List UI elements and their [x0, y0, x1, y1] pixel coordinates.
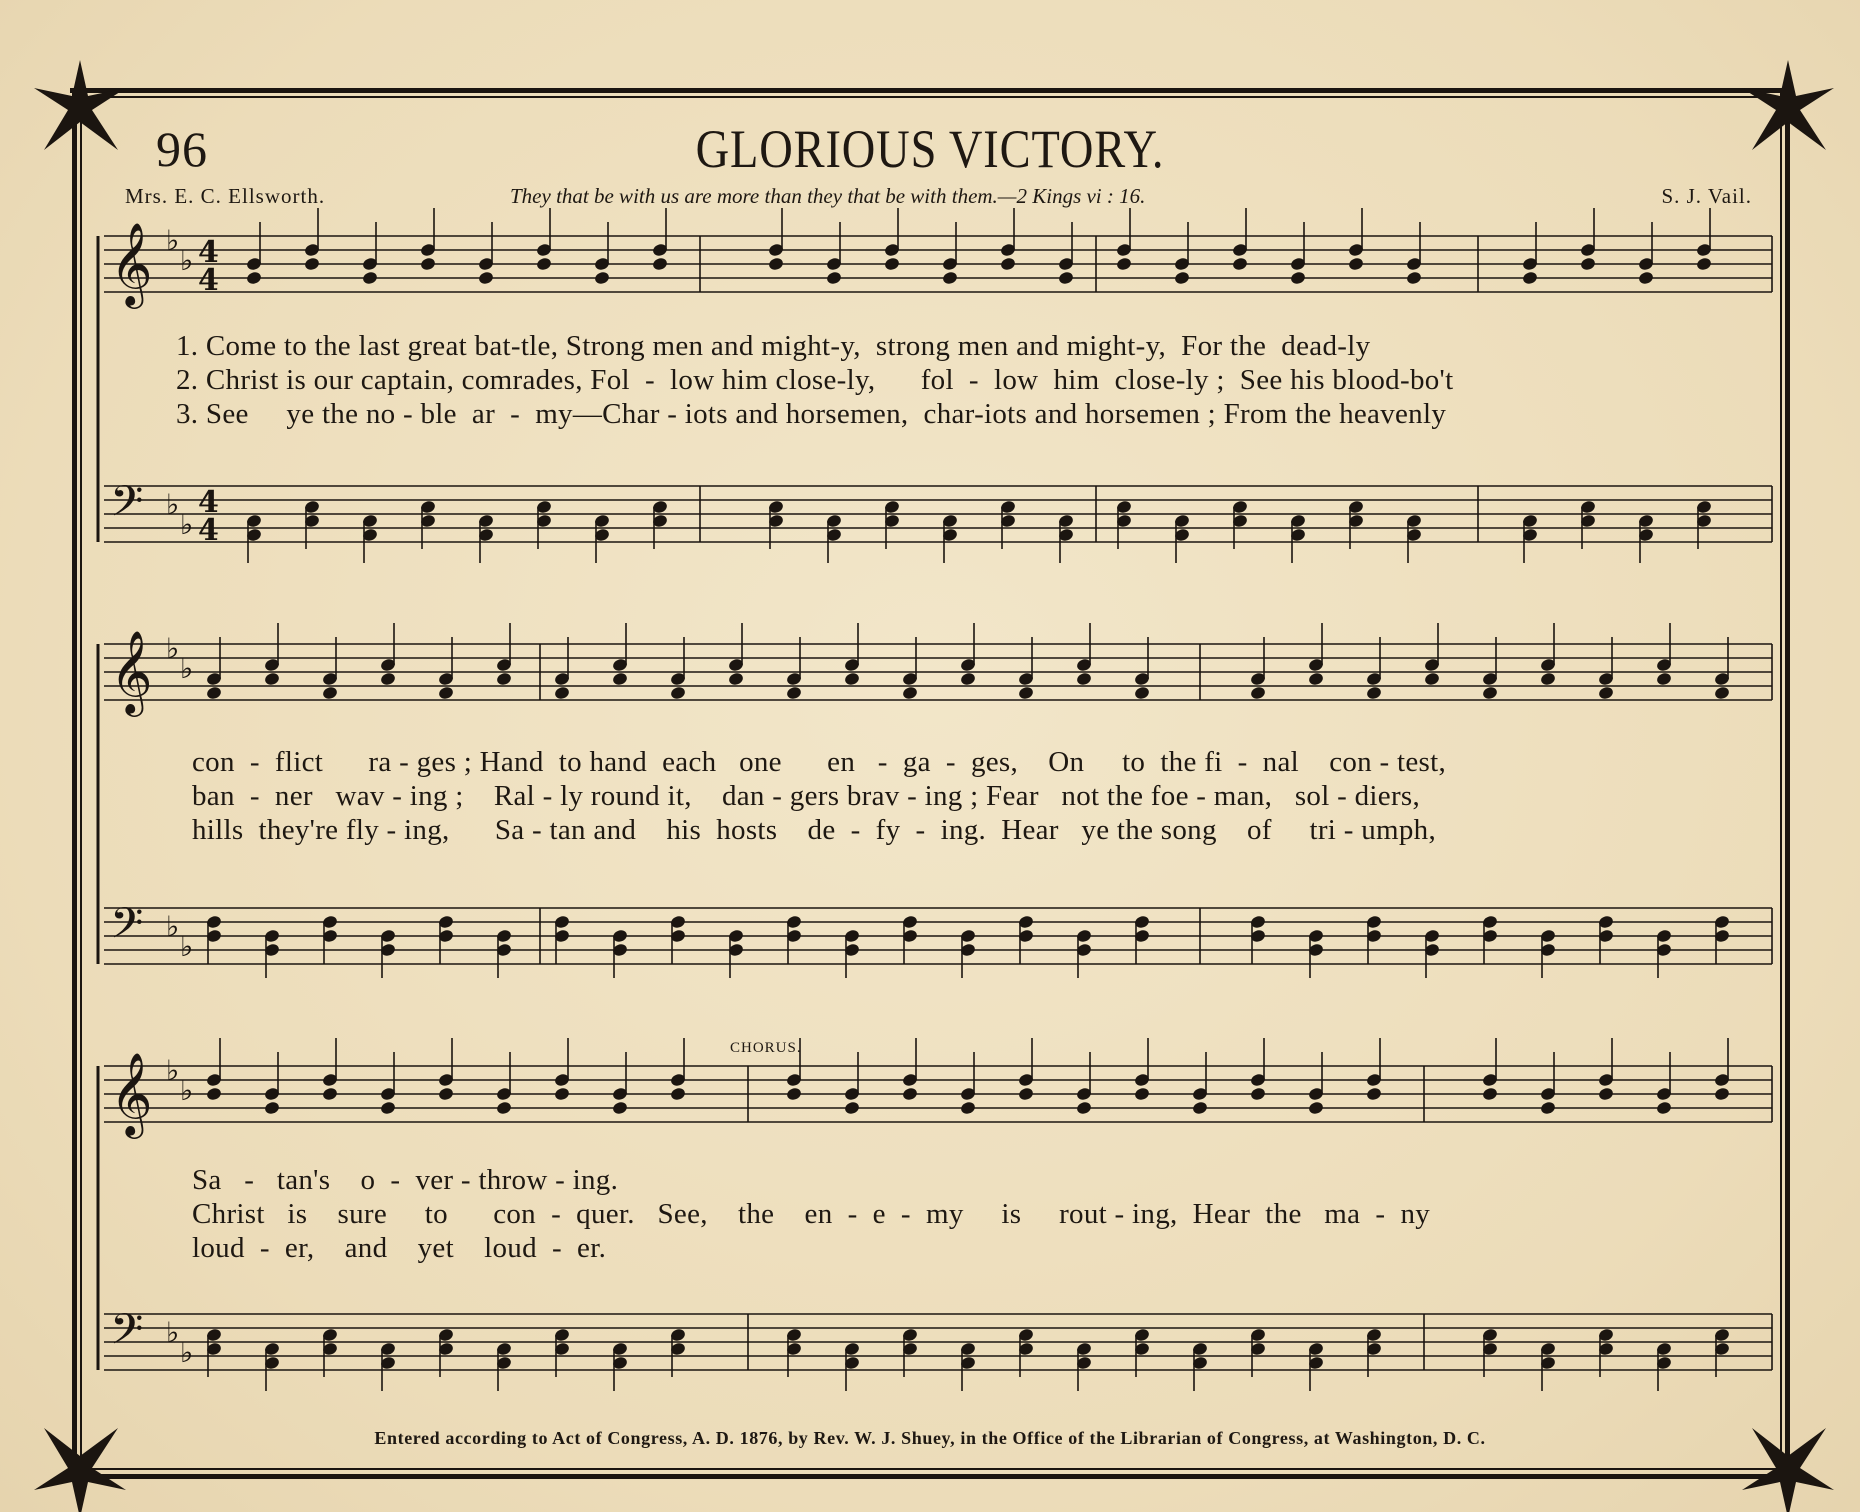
- bass-clef: 𝄢: [110, 899, 144, 959]
- note-head: [884, 256, 901, 271]
- lyric-verse-3-line-2: hills they're fly - ing, Sa - tan and his hosts de - fy - ing. Hear ye the song of tri - umph,: [192, 814, 1437, 846]
- note-head: [1482, 685, 1499, 700]
- note-head: [1540, 671, 1557, 686]
- bass-clef: 𝄢: [110, 477, 144, 537]
- note-head: [206, 685, 223, 700]
- note-head: [322, 685, 339, 700]
- note-head: [206, 1086, 223, 1101]
- note-head: [536, 256, 553, 271]
- note-head: [246, 270, 263, 285]
- flat-sign: ♭: [166, 1316, 180, 1349]
- note-head: [612, 1100, 629, 1115]
- treble-clef: 𝄞: [110, 1051, 153, 1135]
- note-head: [1018, 1086, 1035, 1101]
- note-head: [496, 1100, 513, 1115]
- note-head: [786, 685, 803, 700]
- time-signature-top: 4: [198, 485, 219, 520]
- lyric-line-3-a: Sa - tan's o - ver - throw - ing.: [192, 1164, 619, 1196]
- note-head: [1714, 685, 1731, 700]
- chorus-label: CHORUS.: [730, 1040, 802, 1056]
- page-number: 96: [156, 121, 208, 177]
- flat-sign: ♭: [166, 1054, 180, 1087]
- flat-sign: ♭: [180, 930, 194, 963]
- note-head: [826, 270, 843, 285]
- flat-sign: ♭: [166, 224, 180, 257]
- note-head: [496, 671, 513, 686]
- note-head: [728, 671, 745, 686]
- composer: S. J. Vail.: [1661, 184, 1752, 208]
- flat-sign: ♭: [180, 652, 194, 685]
- note-head: [1598, 685, 1615, 700]
- note-head: [1580, 256, 1597, 271]
- time-signature-top: 4: [198, 235, 219, 270]
- note-head: [1598, 1086, 1615, 1101]
- note-head: [420, 256, 437, 271]
- note-head: [1134, 685, 1151, 700]
- note-head: [1116, 256, 1133, 271]
- treble-clef: 𝄞: [110, 629, 153, 713]
- note-head: [652, 256, 669, 271]
- note-head: [902, 1086, 919, 1101]
- note-head: [554, 1086, 571, 1101]
- note-head: [1638, 270, 1655, 285]
- note-head: [1000, 256, 1017, 271]
- note-head: [1250, 685, 1267, 700]
- note-head: [322, 1086, 339, 1101]
- note-head: [1696, 256, 1713, 271]
- lyric-line-3-c: loud - er, and yet loud - er.: [192, 1232, 607, 1264]
- note-head: [1366, 1086, 1383, 1101]
- time-signature-bottom: 4: [198, 513, 219, 548]
- note-head: [1192, 1100, 1209, 1115]
- lyric-line-3-b: Christ is sure to con - quer. See, the en - e - my is rout - ing, Hear the ma - ny: [192, 1198, 1431, 1230]
- note-head: [960, 671, 977, 686]
- note-head: [1018, 685, 1035, 700]
- note-head: [1482, 1086, 1499, 1101]
- lyric-verse-3-line-1: 3. See ye the no - ble ar - my—Char - iots and horsemen, char-iots and horsemen ; From the heavenly: [176, 398, 1447, 430]
- note-head: [670, 685, 687, 700]
- note-head: [1348, 256, 1365, 271]
- flat-sign: ♭: [166, 910, 180, 943]
- lyric-verse-2-line-2: ban - ner wav - ing ; Ral - ly round it, dan - gers brav - ing ; Fear not the foe - man, sol - diers,: [192, 780, 1421, 812]
- note-head: [438, 685, 455, 700]
- flat-sign: ♭: [180, 1074, 194, 1107]
- note-head: [554, 685, 571, 700]
- note-head: [478, 270, 495, 285]
- note-head: [1076, 671, 1093, 686]
- flat-sign: ♭: [166, 632, 180, 665]
- note-head: [1540, 1100, 1557, 1115]
- note-head: [1656, 1100, 1673, 1115]
- flat-sign: ♭: [180, 508, 194, 541]
- note-head: [380, 671, 397, 686]
- note-head: [670, 1086, 687, 1101]
- note-head: [786, 1086, 803, 1101]
- lyric-verse-1-line-2: con - flict ra - ges ; Hand to hand each one en - ga - ges, On to the fi - nal con - test,: [192, 746, 1447, 778]
- lyric-verse-1-line-1: 1. Come to the last great bat-tle, Strong men and might-y, strong men and might-y, For the dead-ly: [176, 330, 1371, 362]
- flat-sign: ♭: [166, 488, 180, 521]
- note-head: [1366, 685, 1383, 700]
- note-head: [264, 671, 281, 686]
- note-head: [844, 671, 861, 686]
- note-head: [960, 1100, 977, 1115]
- note-head: [264, 1100, 281, 1115]
- note-head: [304, 256, 321, 271]
- copyright-notice: Entered according to Act of Congress, A. D. 1876, by Rev. W. J. Shuey, in the Office of the Librarian of Congress, at Washington, D. C.: [374, 1428, 1486, 1448]
- bass-clef: 𝄢: [110, 1305, 144, 1365]
- note-head: [1076, 1100, 1093, 1115]
- note-head: [902, 685, 919, 700]
- flat-sign: ♭: [180, 244, 194, 277]
- note-head: [1424, 671, 1441, 686]
- note-head: [1290, 270, 1307, 285]
- flat-sign: ♭: [180, 1336, 194, 1369]
- note-head: [1714, 1086, 1731, 1101]
- note-head: [942, 270, 959, 285]
- note-head: [1174, 270, 1191, 285]
- time-signature-bottom: 4: [198, 263, 219, 298]
- note-head: [1522, 270, 1539, 285]
- note-head: [438, 1086, 455, 1101]
- note-head: [1058, 270, 1075, 285]
- note-head: [362, 270, 379, 285]
- lyricist: Mrs. E. C. Ellsworth.: [125, 184, 326, 208]
- epigraph: They that be with us are more than they that be with them.—2 Kings vi : 16.: [510, 184, 1146, 208]
- treble-clef: 𝄞: [110, 221, 153, 305]
- note-head: [1406, 270, 1423, 285]
- note-head: [612, 671, 629, 686]
- note-head: [1308, 1100, 1325, 1115]
- note-head: [1308, 671, 1325, 686]
- note-head: [1134, 1086, 1151, 1101]
- note-head: [1232, 256, 1249, 271]
- lyric-verse-2-line-1: 2. Christ is our captain, comrades, Fol - low him close-ly, fol - low him close-ly ; See his blood-bo't: [176, 364, 1454, 396]
- hymn-title: GLORIOUS VICTORY.: [695, 119, 1165, 179]
- note-head: [844, 1100, 861, 1115]
- note-head: [1250, 1086, 1267, 1101]
- note-head: [768, 256, 785, 271]
- note-head: [1656, 671, 1673, 686]
- note-head: [380, 1100, 397, 1115]
- note-head: [594, 270, 611, 285]
